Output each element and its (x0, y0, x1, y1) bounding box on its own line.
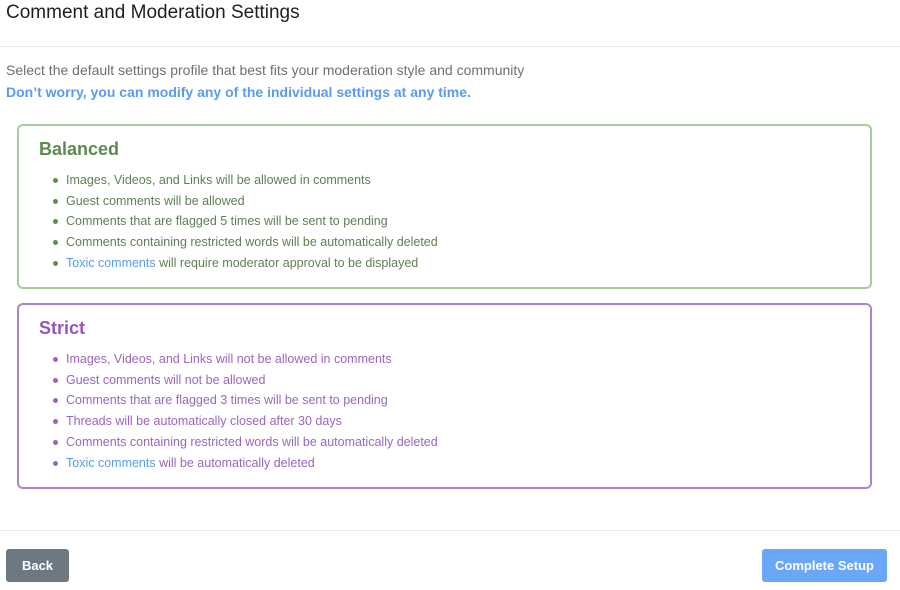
list-item: Guest comments will not be allowed (66, 370, 438, 391)
list-item: Images, Videos, and Links will not be allowed in comments (66, 349, 438, 370)
rules-list-strict (66, 349, 438, 473)
header-divider (0, 46, 900, 47)
toxic-comments-link[interactable]: Toxic comments (66, 255, 156, 270)
list-item: Threads will be automatically closed after 30 days (66, 411, 438, 432)
bullet-icon (53, 398, 58, 403)
complete-setup-button[interactable]: Complete Setup (762, 549, 887, 582)
intro-note: Don’t worry, you can modify any of the individual settings at any time. (6, 84, 471, 100)
profile-title-strict: Strict (39, 318, 86, 338)
bullet-icon (53, 240, 58, 245)
list-item: Comments that are flagged 3 times will be sent to pending (66, 390, 438, 411)
bullet-icon (53, 461, 58, 466)
list-item: Guest comments will be allowed (66, 191, 438, 212)
list-item: Comments containing restricted words will be automatically deleted (66, 232, 438, 253)
bullet-icon (53, 357, 58, 362)
bullet-icon (53, 199, 58, 204)
bullet-icon (53, 219, 58, 224)
list-item: Images, Videos, and Links will be allowed in comments (66, 170, 438, 191)
profile-title-balanced: Balanced (39, 139, 120, 159)
bullet-icon (53, 440, 58, 445)
intro-text: Select the default settings profile that best fits your moderation style and community (6, 62, 525, 78)
list-item: Toxic comments will require moderator approval to be displayed (66, 253, 438, 274)
profile-card-strict[interactable] (17, 303, 872, 489)
rules-list-balanced (66, 170, 438, 274)
page-title: Comment and Moderation Settings (6, 2, 300, 23)
back-button[interactable]: Back (6, 549, 69, 582)
bullet-icon (53, 261, 58, 266)
toxic-comments-link[interactable]: Toxic comments (66, 455, 156, 470)
list-item: Comments that are flagged 5 times will be sent to pending (66, 211, 438, 232)
bullet-icon (53, 419, 58, 424)
footer-divider (0, 530, 900, 531)
list-item: Toxic comments will be automatically deleted (66, 453, 438, 474)
profile-card-balanced[interactable] (17, 124, 872, 289)
list-item: Comments containing restricted words will be automatically deleted (66, 432, 438, 453)
bullet-icon (53, 378, 58, 383)
bullet-icon (53, 178, 58, 183)
